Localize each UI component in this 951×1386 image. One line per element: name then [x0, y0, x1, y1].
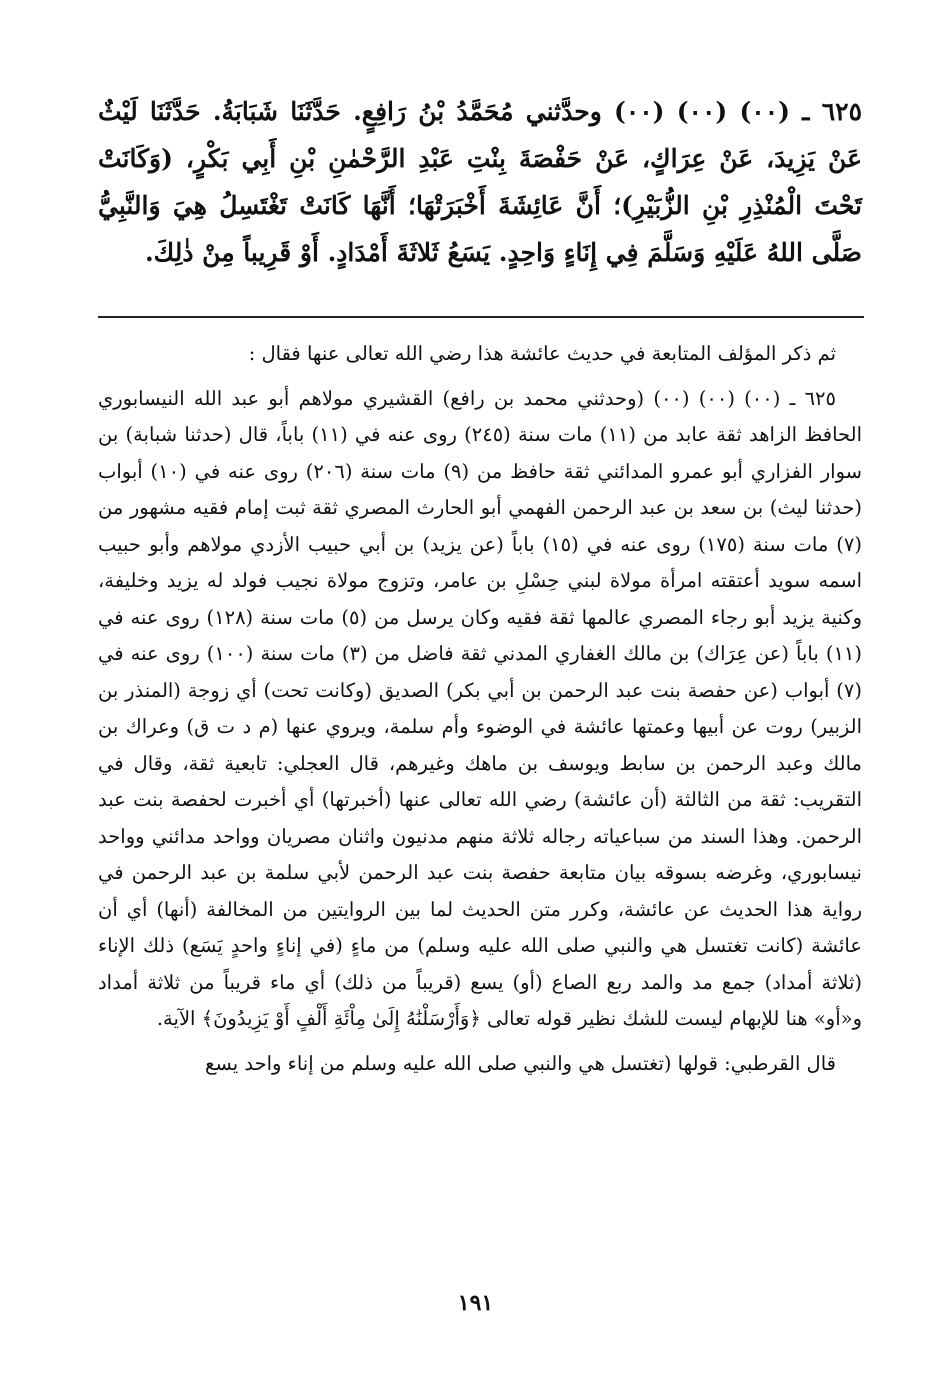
- hadith-text: ٦٢٥ ـ (٠٠) (٠٠) (٠٠) وحدَّثني مُحَمَّدُ بْنُ رَافِعٍ. حَدَّثَنَا شَبَابَةُ. حَدَّثَنَا لَيْثٌ عَنْ يَزِيدَ، عَنْ عِرَاكٍ، عَنْ حَفْصَةَ بِنْتِ عَبْدِ الرَّحْمٰنِ بْنِ أَبِي بَكْرٍ، (وَكَانَتْ تَحْتَ الْمُنْذِرِ بْنِ الزُّبَيْرِ)؛ أَنَّ عَائِشَةَ أَخْبَرَتْهَا؛ أَنَّهَا كَانَتْ تَغْتَسِلُ هِيَ وَالنَّبِيُّ صَلَّى اللهُ عَلَيْهِ وَسَلَّمَ فِي إِنَاءٍ وَاحِدٍ. يَسَعُ ثَلاثَةَ أَمْدَادٍ. أَوْ قَرِيباً مِنْ ذٰلِكَ.: [98, 97, 863, 267]
- page-number: ١٩١: [457, 1290, 494, 1316]
- commentary-paragraph: ٦٢٥ ـ (٠٠) (٠٠) (٠٠) (وحدثني محمد بن رافع) القشيري مولاهم أبو عبد الله النيسابوري الحافظ الزاهد ثقة عابد من (١١) مات سنة (٢٤٥) روى عنه في (١١) باباً، قال (حدثنا شبابة) بن سوار الفزاري أبو عمرو المدائني ثقة حافظ من (٩) مات سنة (٢٠٦) روى عنه في (١٠) أبواب (حدثنا ليث) بن سعد بن عبد الرحمن الفهمي أبو الحارث المصري ثقة ثبت إمام فقيه مشهور من (٧) مات سنة (١٧٥) روى عنه في (١٥) باباً (عن يزيد) بن أبي حبيب الأزدي مولاهم وأبو حبيب اسمه سويد أعتقته امرأة مولاة لبني حِسْلِ بن عامر، وتزوج مولاة نجيب فولد له يزيد وخليفة، وكنية يزيد أبو رجاء المصري عالمها ثقة فقيه وكان يرسل من (٥) مات سنة (١٢٨) روى عنه في (١١) باباً (عن عِرَاك) بن مالك الغفاري المدني ثقة فاضل من (٣) مات سنة (١٠٠) روى عنه في (٧) أبواب (عن حفصة بنت عبد الرحمن بن أبي بكر) الصديق (وكانت تحت) أي زوجة (المنذر بن الزبير) روت عن أبيها وعمتها عائشة في الوضوء وأم سلمة، ويروي عنها (م د ت ق) وعراك بن مالك وعبد الرحمن بن سابط ويوسف بن ماهك وغيرهم، قال العجلي: تابعية ثقة، وقال في التقريب: ثقة من الثالثة (أن عائشة) رضي الله تعالى عنها (أخبرتها) أي أخبرت لحفصة بنت عبد الرحمن. وهذا السند من سباعياته رجاله ثلاثة منهم مدنيون واثنان مصريان وواحد مدائني وواحد نيسابوري، وغرضه بسوقه بيان متابعة حفصة بنت عبد الرحمن لأبي سلمة بن عبد الرحمن في رواية هذا الحديث عن عائشة، وكرر متن الحديث لما بين الروايتين من المخالفة (أنها) أي أن عائشة (كانت تغتسل هي والنبي صلى الله عليه وسلم) من ماءٍ (في إناءٍ واحدٍ يَسَع) ذلك الإناء (ثلاثة أمداد) جمع مد والمد ربع الصاع (أو) يسع (قريباً من ذلك) أي ماء قريباً من ثلاثة أمداد و«أو» هنا للإبهام ليست للشك نظير قوله تعالى ﴿وَأَرْسَلْنَٰهُ إِلَىٰ مِاْئَةِ أَلْفٍ أَوْ يَزِيدُونَ﴾ الآية.: [98, 386, 863, 1030]
- qurtubi-paragraph: قال القرطبي: قولها (تغتسل هي والنبي صلى الله عليه وسلم من إناء واحد يسع: [204, 1051, 836, 1075]
- footnote-divider: [98, 316, 864, 318]
- commentary-block: [98, 336, 862, 1082]
- hadith-text-block: [98, 88, 862, 276]
- commentary-intro: ثم ذكر المؤلف المتابعة في حديث عائشة هذا رضي الله تعالى عنها فقال :: [248, 342, 836, 365]
